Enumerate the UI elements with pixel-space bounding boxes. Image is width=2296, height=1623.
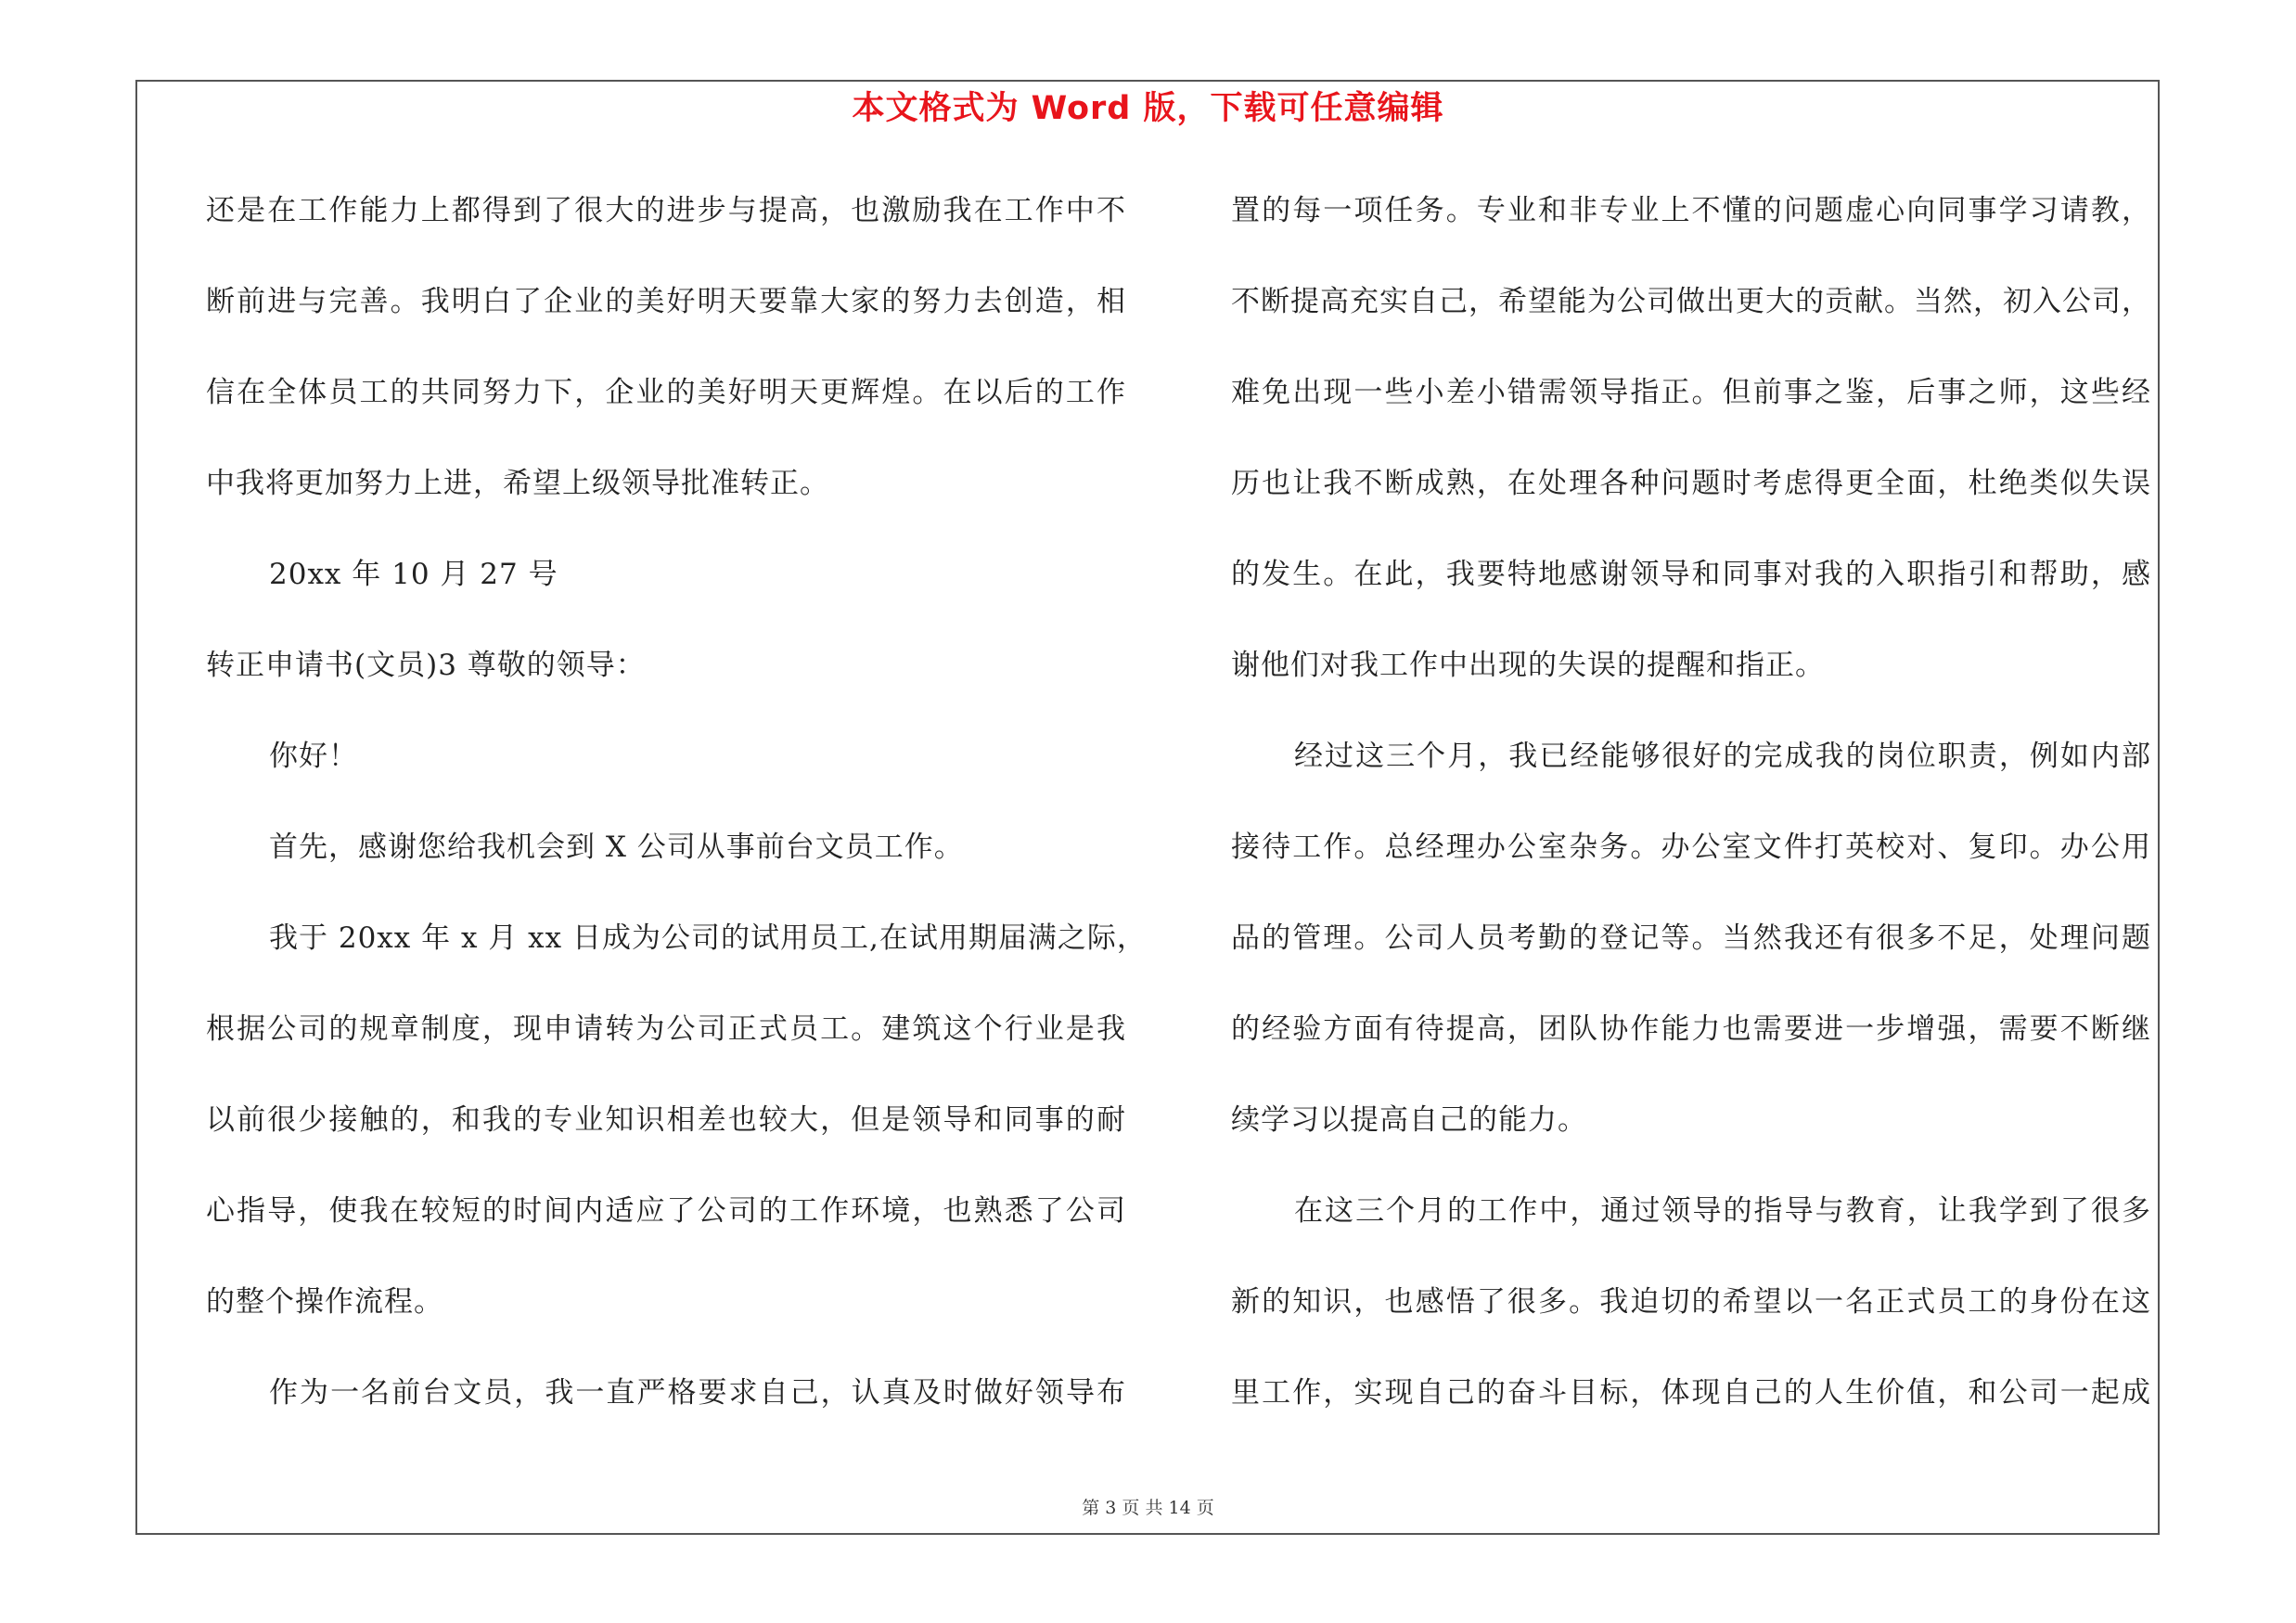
text-line: 里工作，实现自己的奋斗目标，体现自己的人生价值，和公司一起成 bbox=[1231, 1376, 2151, 1410]
text-line: 难免出现一些小差小错需领导指正。但前事之鉴，后事之师，这些经 bbox=[1231, 376, 2151, 409]
text-line: 的经验方面有待提高，团队协作能力也需要进一步增强，需要不断继 bbox=[1231, 1012, 2151, 1046]
text-line: 断前进与完善。我明白了企业的美好明天要靠大家的努力去创造，相 bbox=[206, 285, 1126, 318]
text-line: 续学习以提高自己的能力。 bbox=[1231, 1103, 1587, 1137]
text-line: 的发生。在此，我要特地感谢领导和同事对我的入职指引和帮助，感 bbox=[1231, 558, 2151, 591]
text-line: 你好！ bbox=[269, 740, 358, 773]
text-line: 中我将更加努力上进，希望上级领导批准转正。 bbox=[206, 467, 829, 500]
text-line: 还是在工作能力上都得到了很大的进步与提高，也激励我在工作中不 bbox=[206, 194, 1126, 227]
text-line: 置的每一项任务。专业和非专业上不懂的问题虚心向同事学习请教， bbox=[1231, 194, 2151, 227]
text-line: 在这三个月的工作中，通过领导的指导与教育，让我学到了很多 bbox=[1294, 1194, 2151, 1228]
text-line: 历也让我不断成熟，在处理各种问题时考虑得更全面，杜绝类似失误 bbox=[1231, 467, 2151, 500]
text-line: 接待工作。总经理办公室杂务。办公室文件打英校对、复印。办公用 bbox=[1231, 831, 2151, 864]
page-number: 第 3 页 共 14 页 bbox=[1082, 1498, 1214, 1518]
text-line: 的整个操作流程。 bbox=[206, 1285, 443, 1319]
text-line: 经过这三个月，我已经能够很好的完成我的岗位职责，例如内部 bbox=[1294, 740, 2151, 773]
text-line: 我于 20xx 年 x 月 xx 日成为公司的试用员工,在试用期届满之际， bbox=[269, 921, 1147, 955]
text-line: 谢他们对我工作中出现的失误的提醒和指正。 bbox=[1231, 649, 1825, 682]
left-column bbox=[206, 182, 1147, 1455]
right-column bbox=[1231, 182, 2151, 1455]
text-line: 以前很少接触的，和我的专业知识相差也较大，但是领导和同事的耐 bbox=[206, 1103, 1126, 1137]
text-line: 信在全体员工的共同努力下，企业的美好明天更辉煌。在以后的工作 bbox=[206, 376, 1126, 409]
text-line: 作为一名前台文员，我一直严格要求自己，认真及时做好领导布 bbox=[269, 1376, 1126, 1410]
text-line: 首先，感谢您给我机会到 X 公司从事前台文员工作。 bbox=[269, 831, 964, 864]
text-line: 新的知识，也感悟了很多。我迫切的希望以一名正式员工的身份在这 bbox=[1231, 1285, 2151, 1319]
text-line: 20xx 年 10 月 27 号 bbox=[269, 558, 558, 591]
format-banner: 本文格式为 Word 版，下载可任意编辑 bbox=[852, 90, 1444, 127]
text-line: 品的管理。公司人员考勤的登记等。当然我还有很多不足，处理问题 bbox=[1231, 921, 2151, 955]
text-line: 不断提高充实自己，希望能为公司做出更大的贡献。当然，初入公司， bbox=[1231, 285, 2151, 318]
text-line: 转正申请书(文员)3 尊敬的领导： bbox=[206, 649, 646, 682]
text-line: 根据公司的规章制度，现申请转为公司正式员工。建筑这个行业是我 bbox=[206, 1012, 1126, 1046]
text-line: 心指导，使我在较短的时间内适应了公司的工作环境，也熟悉了公司 bbox=[206, 1194, 1126, 1228]
